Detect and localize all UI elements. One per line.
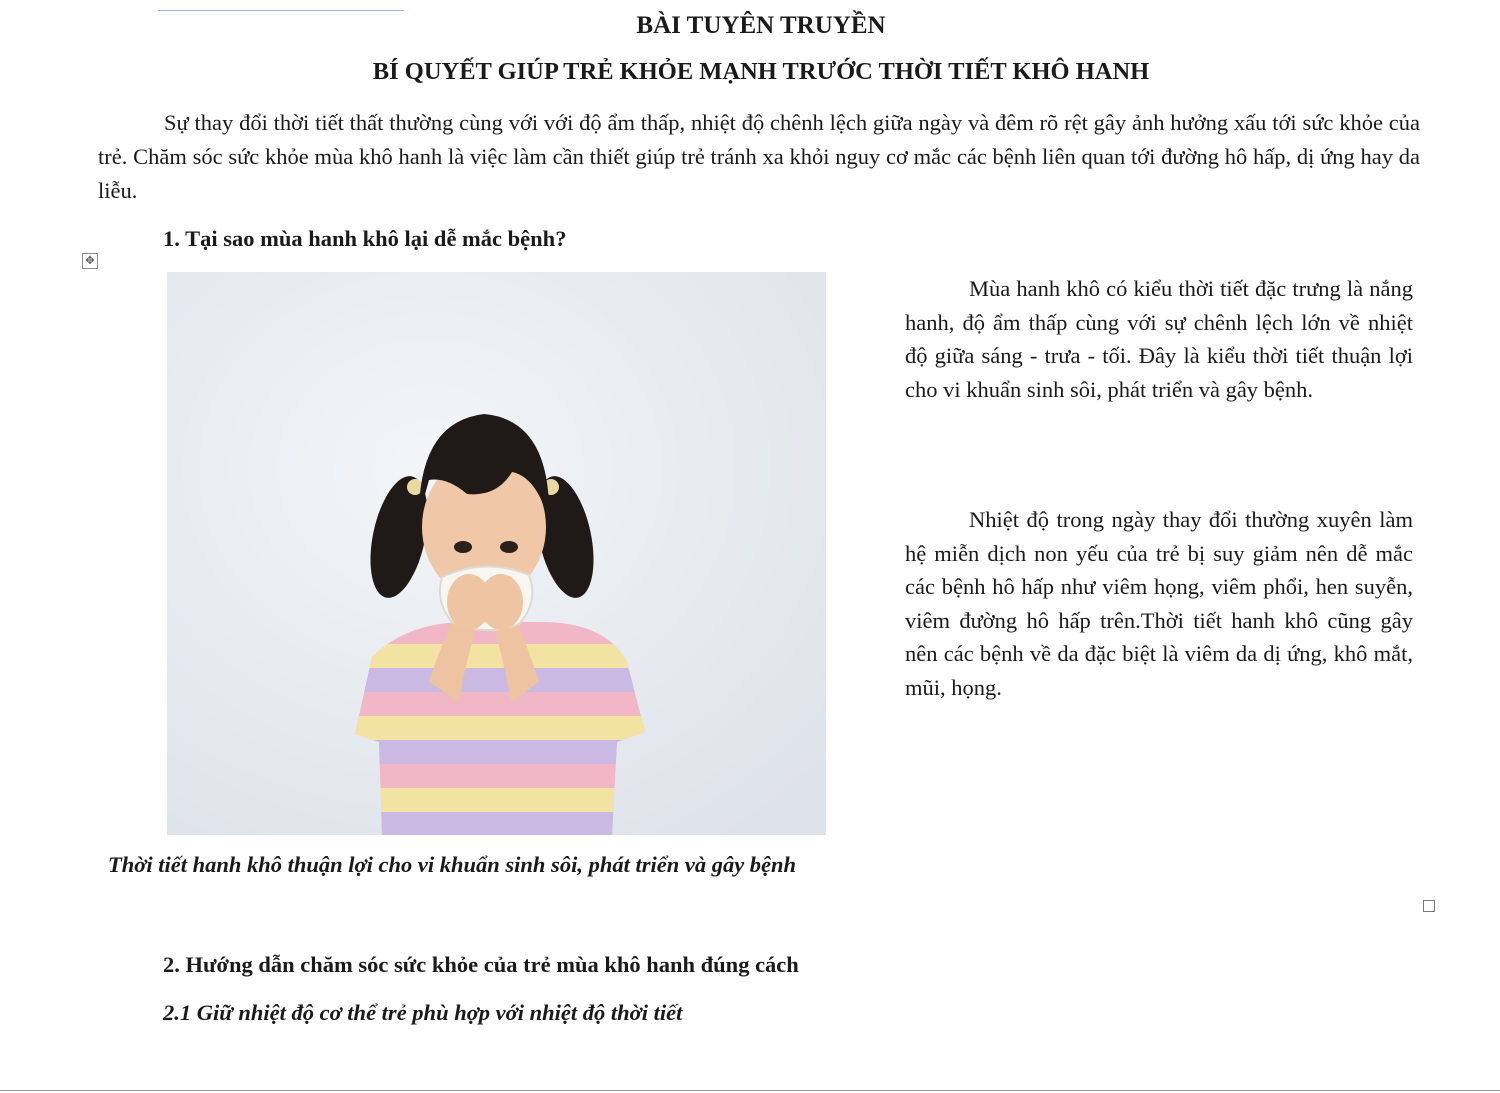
page-bottom-border xyxy=(0,1090,1500,1091)
child-with-tissue-photo xyxy=(167,272,826,835)
section-2-1-subheading: 2.1 Giữ nhiệt độ cơ thể trẻ phù hợp với nhiệt độ thời tiết xyxy=(163,1000,683,1025)
figure-caption: Thời tiết hanh khô thuận lợi cho vi khuẩn sinh sôi, phát triển và gây bệnh xyxy=(108,852,797,877)
header-rule xyxy=(158,10,404,11)
document-title: BÀI TUYÊN TRUYỀN xyxy=(636,12,886,39)
document-subtitle: BÍ QUYẾT GIÚP TRẺ KHỎE MẠNH TRƯỚC THỜI TIẾT KHÔ HANH xyxy=(372,58,1150,85)
move-handle-icon[interactable]: ✥ xyxy=(82,253,98,269)
section-1-heading: 1. Tại sao mùa hanh khô lại dễ mắc bệnh? xyxy=(163,226,567,251)
side-paragraph-2: Nhiệt độ trong ngày thay đổi thường xuyên làm hệ miễn dịch non yếu của trẻ bị suy giảm nên dễ mắc các bệnh hô hấp như viêm họng, viêm phổi, hen suyễn, viêm đường hô hấp trên.Thời tiết hanh khô cũng gây nên các bệnh về da đặc biệt là viêm da dị ứng, khô mắt, mũi, họng. xyxy=(905,507,1413,700)
side-paragraph-1: Mùa hanh khô có kiểu thời tiết đặc trưng là nắng hanh, độ ẩm thấp cùng với sự chênh lệch lớn về nhiệt độ giữa sáng - trưa - tối. Đây là kiểu thời tiết thuận lợi cho vi khuẩn sinh sôi, phát triển và gây bệnh. xyxy=(905,276,1413,402)
section-2-heading: 2. Hướng dẫn chăm sóc sức khỏe của trẻ mùa khô hanh đúng cách xyxy=(163,952,799,977)
paragraph-end-mark-icon xyxy=(1423,900,1435,912)
intro-paragraph: Sự thay đổi thời tiết thất thường cùng với với độ ẩm thấp, nhiệt độ chênh lệch giữa ngày và đêm rõ rệt gây ảnh hưởng xấu tới sức khỏe của trẻ. Chăm sóc sức khỏe mùa khô hanh là việc làm cần thiết giúp trẻ tránh xa khỏi nguy cơ mắc các bệnh liên quan tới đường hô hấp, dị ứng hay da liễu. xyxy=(98,110,1420,203)
